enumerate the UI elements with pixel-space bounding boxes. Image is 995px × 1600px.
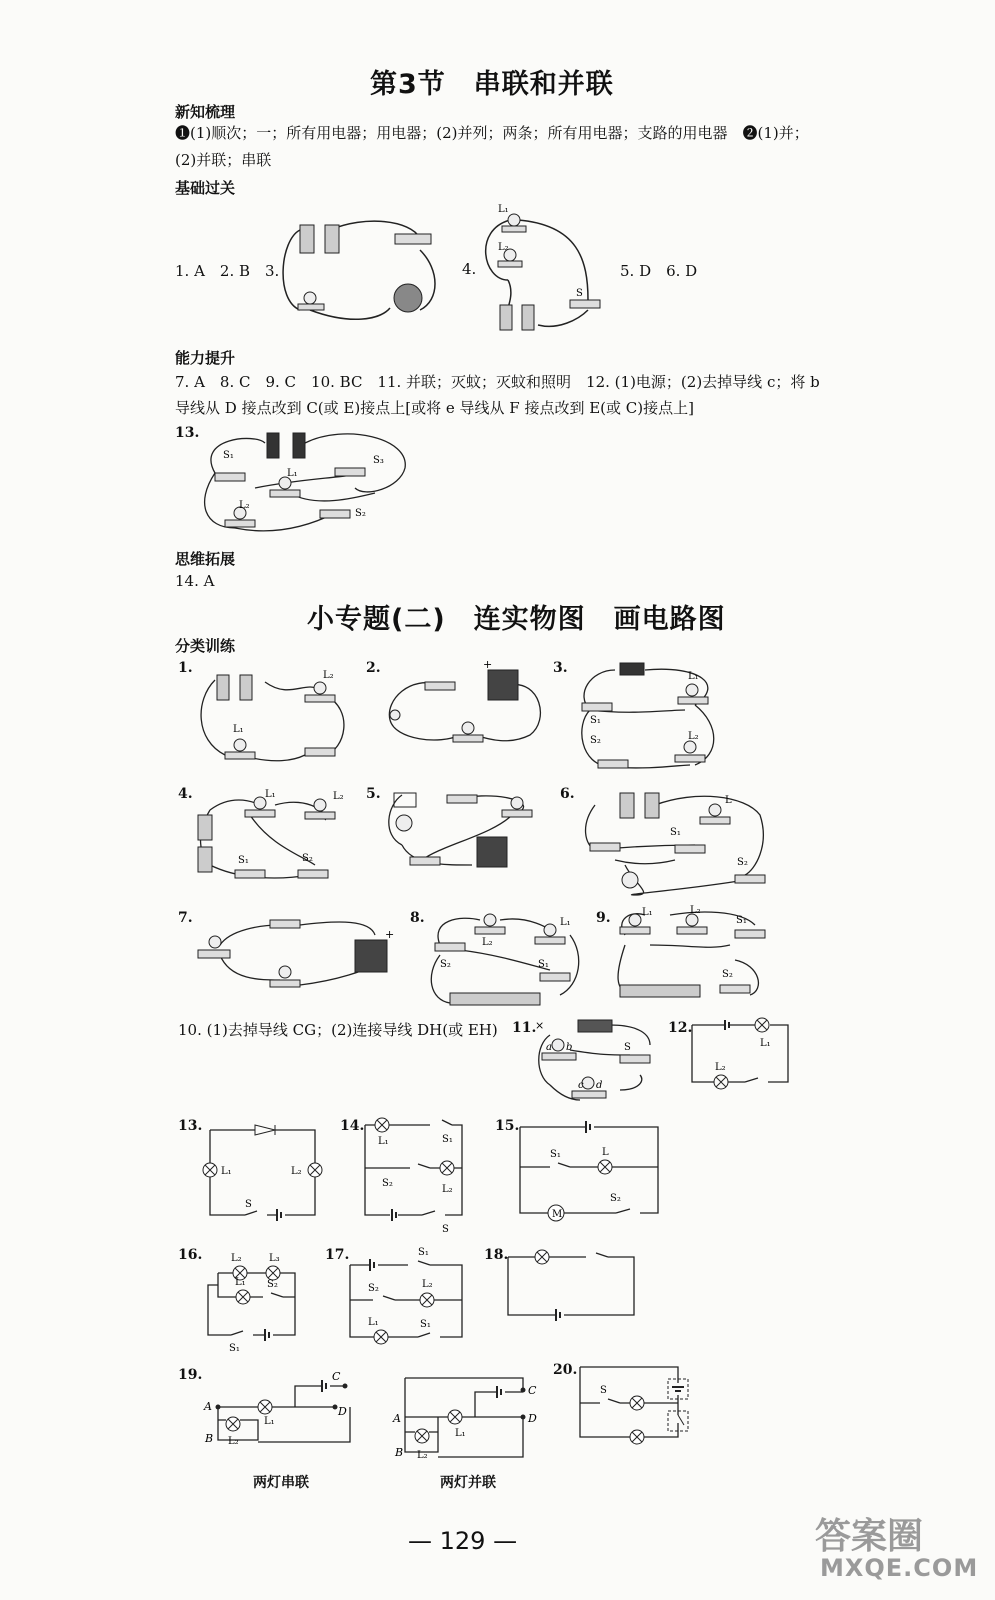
caption-parallel: 两灯并联 bbox=[440, 1475, 496, 1491]
topic-q11-x-mark: × bbox=[535, 1019, 545, 1032]
topic-q3-label-s2: S₂ bbox=[590, 735, 601, 746]
topic-q11-number: 11. bbox=[512, 1020, 537, 1036]
topic-q5-number: 5. bbox=[366, 786, 381, 802]
topic-q6-circuit bbox=[575, 785, 770, 900]
topic-q8-number: 8. bbox=[410, 910, 425, 926]
q13-label-s1: S₁ bbox=[223, 450, 234, 461]
topic-q9-label-l1: L₁ bbox=[642, 907, 653, 918]
topic-q2-plus: + bbox=[483, 658, 493, 671]
topic-q5-circuit bbox=[382, 785, 552, 885]
topic-q13-label-s: S bbox=[245, 1199, 252, 1210]
q14-answer: 14. A bbox=[175, 572, 215, 590]
topic-q7-plus: + bbox=[385, 928, 395, 941]
topic-q4-label-s1: S₁ bbox=[238, 855, 249, 866]
basic-answers-5-6: 5. D 6. D bbox=[620, 262, 698, 280]
topic-q17-number: 17. bbox=[325, 1247, 350, 1263]
q4-circuit-diagram bbox=[478, 200, 618, 335]
topic-q4-label-s2: S₂ bbox=[302, 853, 313, 864]
topic-q3-number: 3. bbox=[553, 660, 568, 676]
topic-q14-label-s: S bbox=[442, 1224, 449, 1235]
topic-q4-circuit bbox=[190, 785, 355, 890]
topic-q3-label-s1: S₁ bbox=[590, 715, 601, 726]
topic-q11-label-a: a bbox=[546, 1042, 552, 1053]
topic-q15-circuit-schematic bbox=[518, 1125, 668, 1220]
q13-circuit-diagram bbox=[195, 428, 415, 538]
topic-q12-label-l2: L₂ bbox=[715, 1062, 726, 1073]
topic-q16-number: 16. bbox=[178, 1247, 203, 1263]
topic-q8-label-s1: S₁ bbox=[538, 959, 549, 970]
topic-q9-circuit bbox=[610, 905, 775, 1005]
q4-label-s: S bbox=[576, 288, 583, 299]
q4-label-l1: L₁ bbox=[498, 204, 509, 215]
topic-q19-label-l2: L₂ bbox=[228, 1436, 239, 1447]
topic-q18-number: 18. bbox=[484, 1247, 509, 1263]
topic-q11-circuit bbox=[530, 1015, 660, 1105]
section-title: 第3节 串联和并联 bbox=[370, 69, 614, 100]
topic-q9-number: 9. bbox=[596, 910, 611, 926]
topic-q19b-label-b: B bbox=[395, 1446, 404, 1459]
topic-q15-label-s2: S₂ bbox=[610, 1193, 621, 1204]
topic-q3-label-l2: L₂ bbox=[688, 731, 699, 742]
topic-q14-number: 14. bbox=[340, 1118, 365, 1134]
topic-q15-number: 15. bbox=[495, 1118, 520, 1134]
topic-q16-label-s1: S₁ bbox=[229, 1343, 240, 1354]
topic-q4-label-l1: L₁ bbox=[265, 789, 276, 800]
topic-q18-circuit-schematic bbox=[506, 1255, 636, 1335]
page-number: — 129 — bbox=[408, 1527, 518, 1555]
topic-q8-label-s2: S₂ bbox=[440, 959, 451, 970]
topic-q4-label-l2: L₂ bbox=[333, 791, 344, 802]
q3-circuit-diagram bbox=[270, 210, 450, 330]
topic-q17-label-s2: S₂ bbox=[368, 1283, 379, 1294]
q13-label-s3: S₃ bbox=[373, 455, 384, 466]
topic-q20-label-s: S bbox=[600, 1385, 607, 1396]
topic-q11-label-d: d bbox=[596, 1080, 603, 1091]
heading-new-knowledge: 新知梳理 bbox=[175, 103, 236, 121]
watermark-logo: 答案圈 bbox=[815, 1516, 924, 1557]
topic-q8-label-l2: L₂ bbox=[482, 937, 493, 948]
topic-q20-number: 20. bbox=[553, 1362, 578, 1378]
topic-q14-label-l2: L₂ bbox=[442, 1184, 453, 1195]
topic-q14-label-l1: L₁ bbox=[378, 1136, 389, 1147]
topic-q15-label-l: L bbox=[602, 1147, 609, 1158]
topic-q6-label-s2: S₂ bbox=[737, 857, 748, 868]
topic-q19-number: 19. bbox=[178, 1367, 203, 1383]
basic-answer-4: 4. bbox=[462, 260, 477, 278]
topic-q20-circuit-schematic bbox=[578, 1365, 683, 1470]
topic-q17-circuit-schematic bbox=[348, 1247, 468, 1355]
topic-q12-number: 12. bbox=[668, 1020, 693, 1036]
topic-q16-label-l2: L₂ bbox=[231, 1253, 242, 1264]
topic-q3-label-l1: L₁ bbox=[688, 671, 699, 682]
watermark-site: MXQE.COM bbox=[820, 1554, 979, 1582]
topic-q6-label-l: L bbox=[725, 795, 732, 806]
topic-q8-circuit bbox=[420, 905, 590, 1010]
topic-q2-circuit bbox=[380, 660, 550, 750]
q13-number: 13. bbox=[175, 425, 200, 441]
topic-q12-label-l1: L₁ bbox=[760, 1038, 771, 1049]
heading-classified: 分类训练 bbox=[175, 637, 236, 655]
topic-q19-label-c: C bbox=[332, 1370, 341, 1383]
q13-label-s2: S₂ bbox=[355, 508, 366, 519]
heading-thinking: 思维拓展 bbox=[175, 550, 236, 568]
topic-q16-label-l1: L₁ bbox=[235, 1277, 246, 1288]
ability-line-2: 导线从 D 接点改到 C(或 E)接点上[或将 e 导线从 F 接点改到 E(或 C)接点上] bbox=[175, 399, 694, 417]
topic-q14-circuit-schematic bbox=[360, 1120, 470, 1235]
topic-q19b-label-c: C bbox=[528, 1384, 537, 1397]
topic-q11-label-b: b bbox=[566, 1042, 573, 1053]
new-knowledge-line-1: ❶(1)顺次；一；所有用电器；用电器；(2)并列；两条；所有用电器；支路的用电器 ❷(1)并； bbox=[175, 124, 809, 142]
topic-q2-number: 2. bbox=[366, 660, 381, 676]
topic-q1-number: 1. bbox=[178, 660, 193, 676]
topic-q16-circuit-schematic bbox=[203, 1255, 313, 1355]
topic-q19-label-l1: L₁ bbox=[264, 1416, 275, 1427]
topic-q19-label-d: D bbox=[338, 1405, 347, 1418]
basic-answers-1-3: 1. A 2. B 3. bbox=[175, 262, 280, 280]
topic-q15-motor-m: M bbox=[552, 1209, 563, 1220]
heading-basic: 基础过关 bbox=[175, 179, 236, 197]
topic-q11-label-s: S bbox=[624, 1042, 631, 1053]
topic-q1-label-l1: L₁ bbox=[233, 724, 244, 735]
topic-q19b-circuit-schematic bbox=[393, 1372, 543, 1467]
topic-q12-circuit-schematic bbox=[690, 1020, 790, 1090]
topic-q13-label-l2: L₂ bbox=[291, 1166, 302, 1177]
topic-q13-circuit-schematic bbox=[205, 1125, 325, 1220]
topic-q14-label-s2: S₂ bbox=[382, 1178, 393, 1189]
topic-q4-number: 4. bbox=[178, 786, 193, 802]
topic-q16-label-l3: L₃ bbox=[269, 1253, 280, 1264]
topic-title: 小专题(二) 连实物图 画电路图 bbox=[307, 604, 726, 635]
topic-q14-label-s1: S₁ bbox=[442, 1134, 453, 1145]
topic-q1-circuit bbox=[195, 660, 355, 770]
topic-q8-label-l1: L₁ bbox=[560, 917, 571, 928]
new-knowledge-line-2: (2)并联；串联 bbox=[175, 151, 272, 169]
topic-q3-circuit bbox=[570, 655, 730, 775]
topic-q9-label-s2: S₂ bbox=[722, 969, 733, 980]
topic-q6-label-s1: S₁ bbox=[670, 827, 681, 838]
topic-q17-label-s3: S₁ bbox=[420, 1319, 431, 1330]
topic-q19-label-b: B bbox=[205, 1432, 214, 1445]
topic-q19b-label-a: A bbox=[393, 1412, 401, 1425]
topic-q15-label-s1: S₁ bbox=[550, 1149, 561, 1160]
topic-q17-label-s1: S₁ bbox=[418, 1247, 429, 1258]
topic-q17-label-l1: L₁ bbox=[368, 1317, 379, 1328]
q4-label-l2: L₂ bbox=[498, 242, 509, 253]
topic-q11-label-c: c bbox=[578, 1080, 584, 1091]
topic-q9-label-l2: L₂ bbox=[690, 905, 701, 916]
topic-q19b-label-l2: L₂ bbox=[417, 1450, 428, 1461]
topic-q6-number: 6. bbox=[560, 786, 575, 802]
topic-q7-circuit bbox=[190, 910, 400, 1000]
topic-q16-label-s2: S₂ bbox=[267, 1279, 278, 1290]
ability-line-1: 7. A 8. C 9. C 10. BC 11. 并联；灭蚊；灭蚊和照明 12. (1)电源；(2)去掉导线 c；将 b bbox=[175, 373, 820, 391]
heading-ability: 能力提升 bbox=[175, 349, 236, 367]
topic-q17-label-l2: L₂ bbox=[422, 1279, 433, 1290]
topic-q19b-label-d: D bbox=[528, 1412, 537, 1425]
q13-label-l1: L₁ bbox=[287, 468, 298, 479]
topic-q9-label-s1: S₁ bbox=[736, 915, 747, 926]
topic-q19-circuit-schematic bbox=[200, 1360, 370, 1460]
topic-q7-number: 7. bbox=[178, 910, 193, 926]
topic-q19-label-a: A bbox=[204, 1400, 212, 1413]
topic-q1-label-l2: L₂ bbox=[323, 670, 334, 681]
topic-q10-answer: 10. (1)去掉导线 CG；(2)连接导线 DH(或 EH) bbox=[178, 1021, 498, 1039]
q13-label-l2: L₂ bbox=[239, 500, 250, 511]
topic-q13-number: 13. bbox=[178, 1118, 203, 1134]
topic-q19b-label-l1: L₁ bbox=[455, 1428, 466, 1439]
topic-q13-label-l1: L₁ bbox=[221, 1166, 232, 1177]
caption-series: 两灯串联 bbox=[253, 1475, 309, 1491]
